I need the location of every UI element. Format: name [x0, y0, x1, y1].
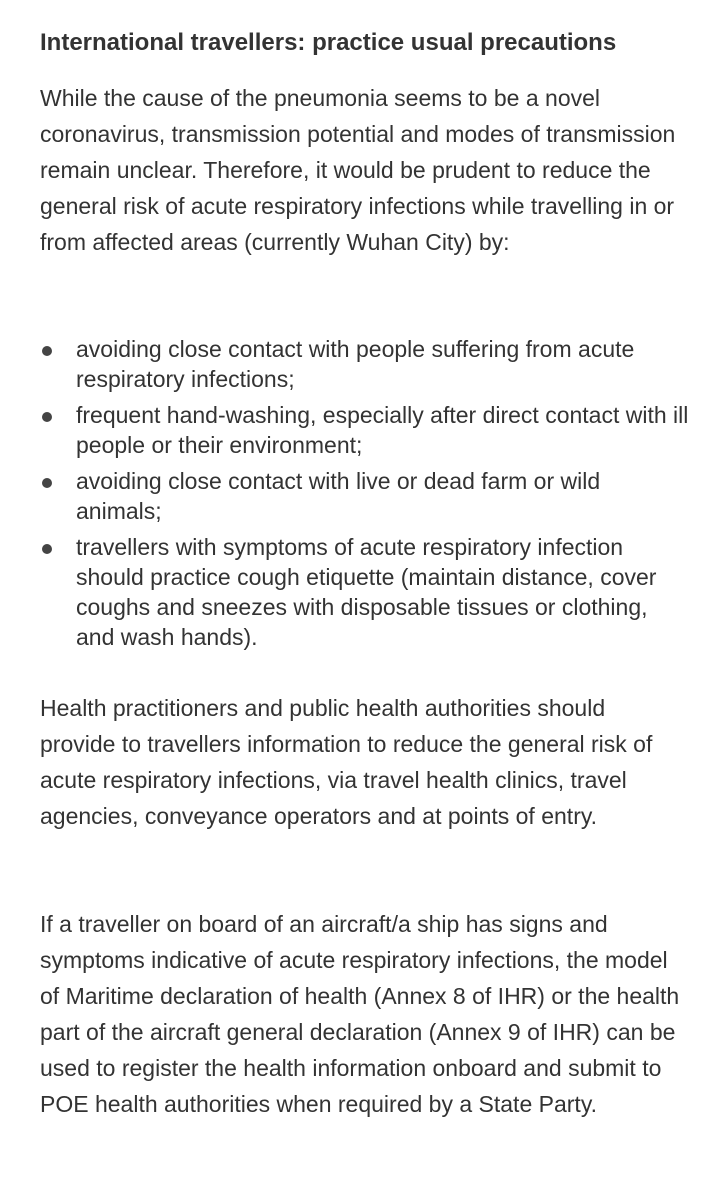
list-item-text: avoiding close contact with live or dead farm or wild animals; [76, 468, 601, 524]
list-item [40, 532, 690, 652]
list-item-text: frequent hand-washing, especially after direct contact with ill people or their environment; [76, 402, 689, 458]
intro-paragraph: While the cause of the pneumonia seems to be a novel coronavirus, transmission potential and modes of transmission remain unclear. Therefore, it would be prudent to reduce the general risk of acute respiratory infections while travelling in or from affected areas (currently Wuhan City) by: [40, 85, 676, 255]
precautions-list [40, 334, 690, 658]
bullet-icon [42, 346, 52, 356]
bullet-icon [42, 478, 52, 488]
health-practitioners-paragraph: Health practitioners and public health authorities should provide to travellers information to reduce the general risk of acute respiratory infections, via travel health clinics, travel agencies, conveyance operators and at points of entry. [40, 695, 653, 829]
bullet-icon [42, 412, 52, 422]
bullet-icon [42, 544, 52, 554]
list-item-text: travellers with symptoms of acute respiratory infection should practice cough etiquette (maintain distance, cover coughs and sneezes with disposable tissues or clothing, and wash hands). [76, 534, 657, 650]
aircraft-ship-paragraph: If a traveller on board of an aircraft/a ship has signs and symptoms indicative of acute respiratory infections, the model of Maritime declaration of health (Annex 8 of IHR) or the health part of the aircraft general declaration (Annex 9 of IHR) can be used to register the health information onboard and submit to POE health authorities when required by a State Party. [40, 911, 680, 1117]
section-heading: International travellers: practice usual precautions [40, 29, 617, 56]
list-item [40, 400, 690, 460]
list-item-text: avoiding close contact with people suffering from acute respiratory infections; [76, 336, 635, 392]
list-item [40, 334, 690, 394]
list-item [40, 466, 690, 526]
